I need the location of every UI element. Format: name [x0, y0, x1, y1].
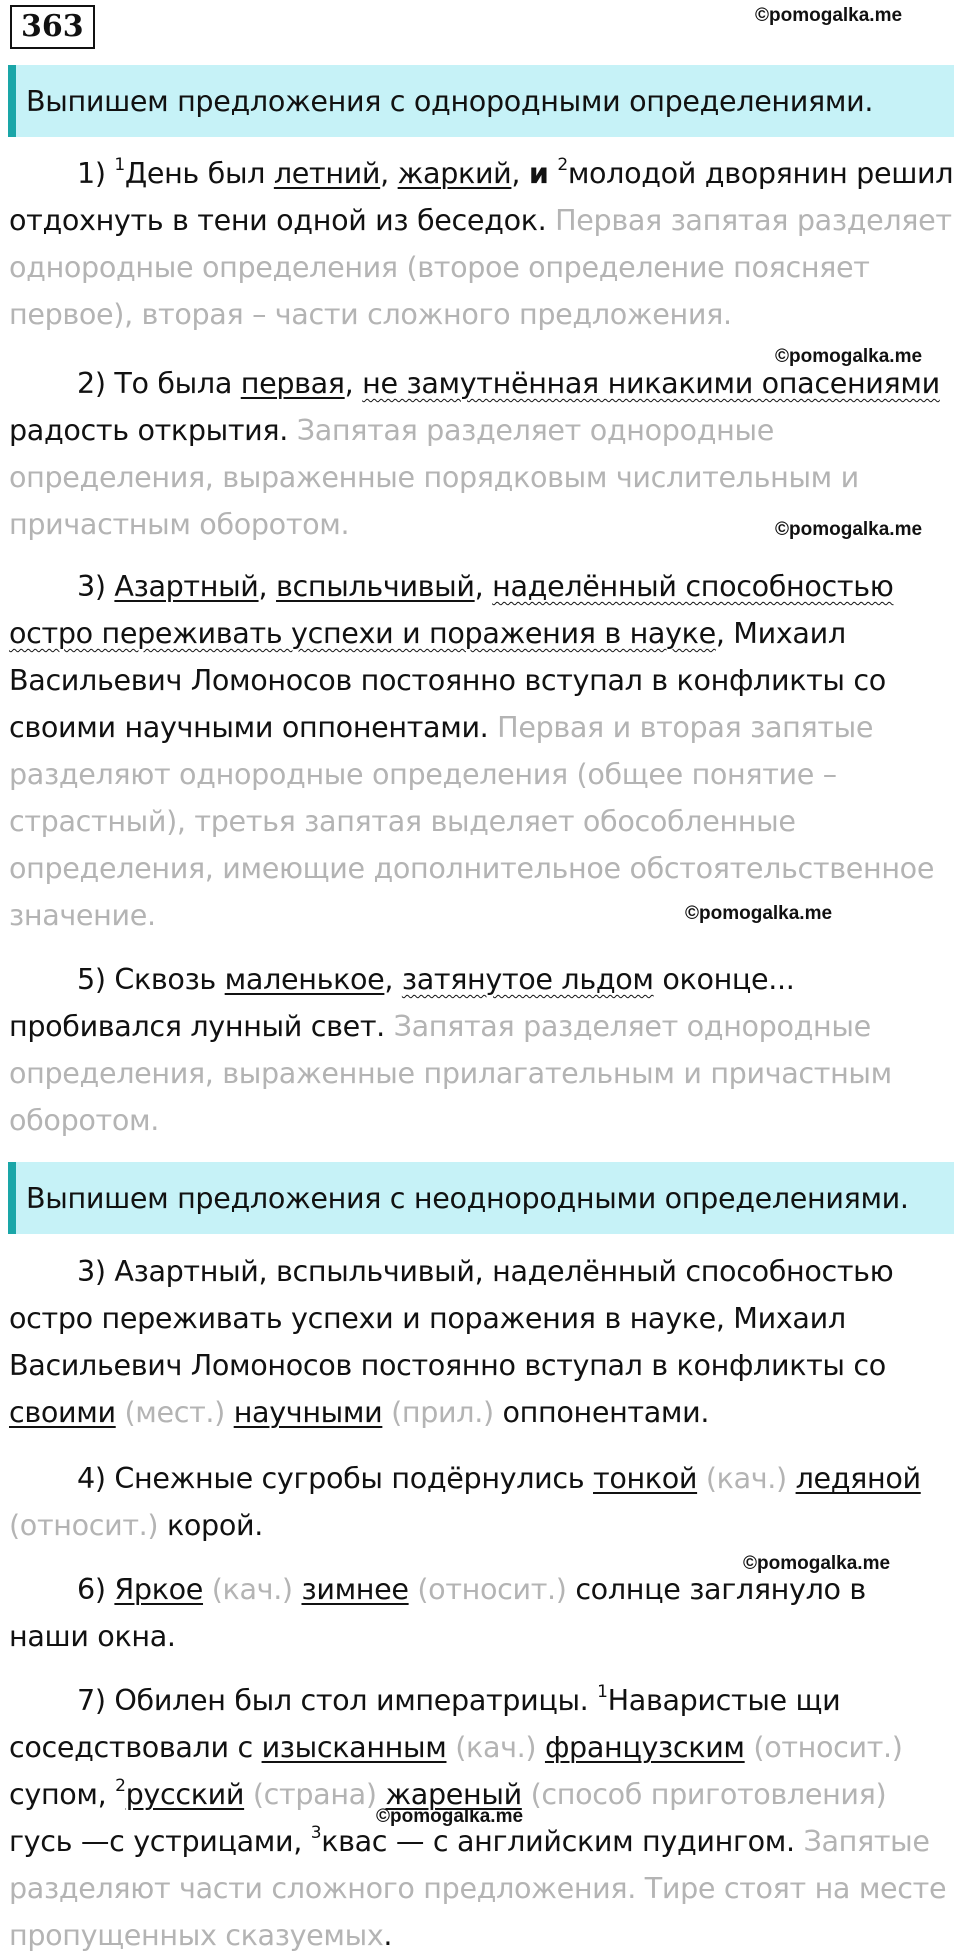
paragraph-1: 1) $^1$День был летний, жаркий, и $^2$молодой дворянин решил отдохнуть в тени одной из беседок. Первая запятая разделяет однородные определения (второе определение поясняет первое), вторая – части сложного предложения.	[9, 155, 954, 331]
explanation-1: Первая запятая разделяет однородные определения (второе определение поясняет первое), вторая – части сложного предложения.	[9, 203, 952, 331]
section-heading-heterogeneous: Выпишем предложения с неоднородными определениями.	[8, 1162, 954, 1234]
explanation-7: Запятые разделяют части сложного предложения. Тире стоят на месте пропущенных сказуемых	[9, 1824, 947, 1952]
explanation-5: Запятая разделяет однородные определения, выраженные прилагательным и причастным оборотом.	[9, 1009, 892, 1137]
watermark: ©pomogalka.me	[775, 346, 923, 367]
paragraph-2: 2) То была первая, не замутнённая никакими опасениями радость открытия. Запятая разделяет однородные определения, выраженные порядковым числительным и причастным оборотом.	[9, 366, 940, 541]
paragraph-2-4: 4) Снежные сугробы подёрнулись тонкой (кач.) ледяной (относит.) корой.	[9, 1461, 921, 1542]
paragraph-2-3: 3) Азартный, вспыльчивый, наделённый способностью остро переживать успехи и поражения в науке, Михаил Васильевич Ломоносов постоянно вступал в конфликты со своими (мест.) научными (прил.) оппонентами.	[9, 1254, 894, 1429]
watermark: ©pomogalka.me	[775, 519, 923, 540]
paragraph-5: 5) Сквозь маленькое, затянутое льдом оконце... пробивался лунный свет. Запятая разделяет однородные определения, выраженные прилагательным и причастным оборотом.	[9, 962, 892, 1137]
explanation-3: Первая и вторая запятые разделяют однородные определения (общее понятие – страстный), третья запятая выделяет обособленные определения, имеющие дополнительное обстоятельственное значение.	[9, 710, 935, 932]
paragraph-2-7: 7) Обилен был стол императрицы. $^1$Наваристые щи соседствовали с изысканным (кач.) французским (относит.) супом, $^2$русский (страна) жареный (способ приготовления) гусь —с устрицами, $^3$квас — с английским пудингом. Запятые разделяют части сложного предложения. Тире стоят на месте пропущенных сказуемых.	[9, 1682, 947, 1952]
section-heading-homogeneous: Выпишем предложения с однородными определениями.	[8, 65, 954, 137]
watermark: ©pomogalka.me	[685, 903, 833, 924]
watermark: ©pomogalka.me	[743, 1553, 891, 1574]
exercise-number: 363	[10, 5, 95, 49]
explanation-2: Запятая разделяет однородные определения, выраженные порядковым числительным и причастным оборотом.	[9, 413, 859, 541]
watermark: ©pomogalka.me	[755, 5, 903, 26]
paragraph-2-6: 6) Яркое (кач.) зимнее (относит.) солнце заглянуло в наши окна.	[9, 1572, 866, 1653]
paragraph-3: 3) Азартный, вспыльчивый, наделённый способностью остро переживать успехи и поражения в науке, Михаил Васильевич Ломоносов постоянно вступал в конфликты со своими научными оппонентами. Первая и вторая запятые разделяют однородные определения (общее понятие – страстный), третья запятая выделяет обособленные определения, имеющие дополнительное обстоятельственное значение.	[9, 569, 935, 932]
watermark: ©pomogalka.me	[376, 1806, 524, 1827]
